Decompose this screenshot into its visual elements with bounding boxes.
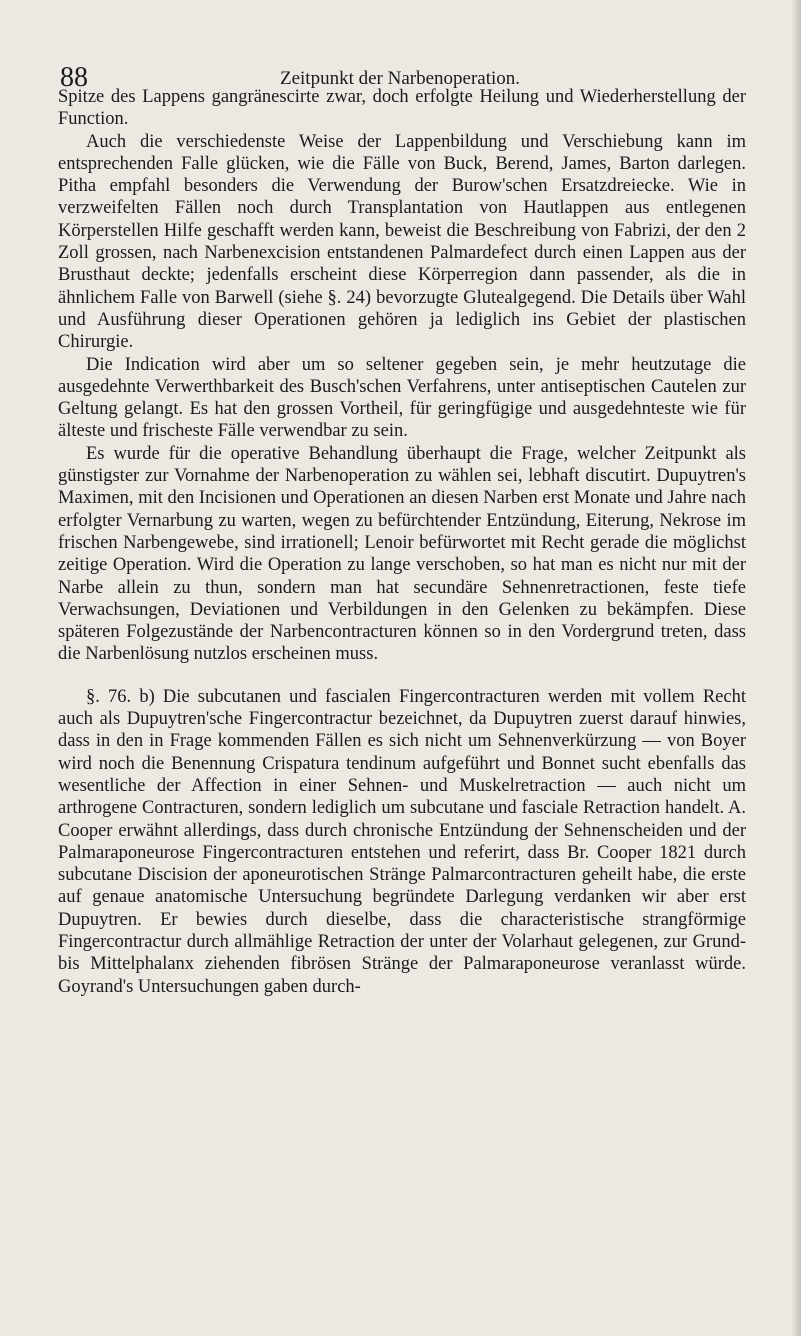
paragraph-timing: Es wurde für die operative Behandlung überhaupt die Frage, welcher Zeitpunkt als günstigster zur Vornahme der Narbenoperation zu wählen sei, lebhaft discutirt. Dupuytren's Maximen, mit den Incisionen und Operationen an diesen Narben erst Monate und Jahre nach erfolgter Vernarbung zu warten, wegen zu befürchtender Entzündung, Eiterung, Nekrose im frischen Narbengewebe, sind irrationell; Lenoir befürwortet mit Recht gerade die möglichst zeitige Operation. Wird die Operation zu lange verschoben, so hat man es nicht nur mit der Narbe allein zu thun, sondern man hat secundäre Sehnenretractionen, feste tiefe Verwachsungen, Deviationen und Verbildungen in den Gelenken zu bekämpfen. Diese späteren Folgezustände der Narbencontracturen können so in den Vordergrund treten, dass die Narbenlösung nutzlos erscheinen muss. (58, 443, 746, 665)
body-text (58, 86, 746, 998)
page-edge-shadow (791, 0, 801, 1336)
paragraph-section-76: §. 76. b) Die subcutanen und fascialen Fingercontracturen werden mit vollem Recht auch als Dupuytren'sche Fingercontractur bezeichnet, da Dupuytren zuerst darauf hinwies, dass in den in Frage kommenden Fällen es sich nicht um Sehnenverkürzung — von Boyer wird noch die Benennung Crispatura tendinum aufgeführt und Bonnet sucht ebenfalls das wesentliche der Affection in einer Sehnen- und Muskelretraction — auch nicht um arthrogene Contracturen, sondern lediglich um subcutane und fasciale Retraction handelt. A. Cooper erwähnt allerdings, dass durch chronische Entzündung der Sehnenscheiden und der Palmaraponeurose Fingercontracturen entstehen und referirt, dass Br. Cooper 1821 durch subcutane Discision der aponeurotischen Stränge Palmarcontracturen geheilt habe, die erste auf genaue anatomische Untersuchung begründete Darlegung verdanken wir aber erst Dupuytren. Er bewies durch dieselbe, dass die characteristische strangförmige Fingercontractur durch allmählige Retraction der unter der Volarhaut gelegenen, zur Grund- bis Mittelphalanx ziehenden fibrösen Stränge der Palmaraponeurose veranlasst würde. Goyrand's Untersuchungen gaben durch- (58, 686, 746, 997)
page-number: 88 (60, 62, 88, 93)
paragraph-flap-methods: Auch die verschiedenste Weise der Lappenbildung und Verschiebung kann im entsprechenden Falle glücken, wie die Fälle von Buck, Berend, James, Barton darlegen. Pitha empfahl besonders die Verwendung der Burow'schen Ersatzdreiecke. Wie in verzweifelten Fällen noch durch Transplantation von Hautlappen aus entlegenen Körperstellen Hilfe geschafft werden kann, beweist die Beschreibung von Fabrizi, der den 2 Zoll grossen, nach Narbenexcision entstandenen Palmardefect durch einen Lappen aus der Brusthaut deckte; jedenfalls erscheint diese Körperregion dann passender, als die in ähnlichem Falle von Barwell (siehe §. 24) bevorzugte Glutealgegend. Die Details über Wahl und Ausführung dieser Operationen gehören ja lediglich ins Gebiet der plastischen Chirurgie. (58, 131, 746, 353)
running-title: Zeitpunkt der Narbenoperation. (279, 68, 521, 89)
paragraph-indication: Die Indication wird aber um so seltener gegeben sein, je mehr heutzutage die ausgedehnte Verwerthbarkeit des Busch'schen Verfahrens, unter antiseptischen Cautelen zur Geltung gelangt. Es hat den grossen Vortheil, für geringfügige und ausgedehnteste wie für älteste und frischeste Fälle verwendbar zu sein. (58, 354, 746, 442)
paragraph-continuation: Spitze des Lappens gangränescirte zwar, doch erfolgte Heilung und Wiederherstellung der Function. (58, 87, 746, 130)
